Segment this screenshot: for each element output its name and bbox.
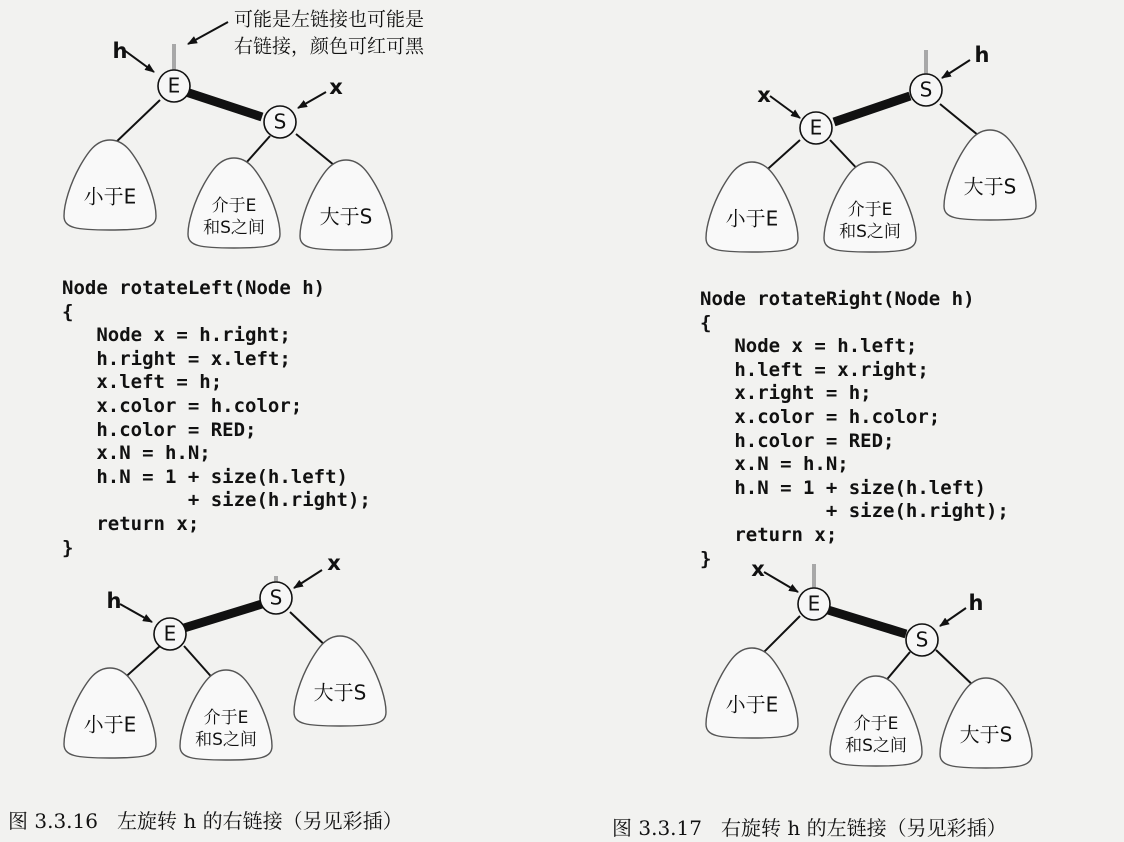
rotate-left-before-tree: [64, 9, 425, 251]
rotate-right-before-tree: [706, 43, 1036, 252]
caption-figure-3-3-17: 图 3.3.17 右旋转 h 的左链接（另见彩插）: [612, 816, 1007, 840]
pointer-h-label: h: [106, 589, 122, 613]
link-E-less: [112, 100, 160, 146]
rotate-right-after-tree: [706, 557, 1032, 768]
pointer-x-label: x: [329, 75, 343, 99]
pointer-h-arrow: [124, 50, 154, 72]
pointer-h-label: h: [974, 43, 990, 67]
pointer-x-label: x: [327, 551, 341, 575]
red-link-E-S: [828, 610, 906, 634]
subtree-less-E-label: 小于E: [725, 692, 779, 717]
note-line1: 可能是左链接也可能是: [234, 8, 425, 31]
subtree-between-label-line2: 和S之间: [839, 222, 901, 242]
rotate-right-code: Node rotateRight(Node h) { Node x = h.left; h.left = x.right; x.right = h; x.color = h.color; h.color = RED; x.N = h.N; h.N = 1 + size(h.left) + size(h.right); return x; }: [700, 288, 1009, 570]
node-S-label: S: [273, 109, 287, 134]
red-link-S-E: [834, 96, 910, 122]
pointer-h-arrow: [942, 60, 970, 78]
subtree-between-label-line1: 介于E: [203, 708, 249, 728]
pointer-h-label: h: [112, 39, 128, 63]
pointer-h-label: h: [968, 591, 984, 615]
pointer-x-label: x: [751, 557, 765, 581]
subtree-between-label-line1: 介于E: [853, 714, 899, 734]
subtree-greater-S-label: 大于S: [313, 680, 367, 705]
node-E-label: E: [163, 621, 177, 646]
node-E-label: E: [807, 591, 821, 616]
subtree-greater-S-label: 大于S: [959, 722, 1013, 747]
subtree-less-E-label: 小于E: [725, 206, 779, 231]
red-link-S-E: [184, 604, 262, 628]
rotate-left-after-tree: [64, 551, 386, 760]
subtree-greater-S-label: 大于S: [319, 204, 373, 229]
note-arrow: [188, 22, 228, 44]
node-S-label: S: [269, 585, 283, 610]
subtree-less-E-label: 小于E: [83, 184, 137, 209]
subtree-between-label-line2: 和S之间: [195, 730, 257, 750]
node-S-label: S: [919, 77, 933, 102]
node-S-label: S: [915, 627, 929, 652]
pointer-x-arrow: [764, 572, 798, 592]
subtree-between-label-line1: 介于E: [847, 200, 893, 220]
pointer-x-arrow: [770, 96, 800, 118]
subtree-between-label-line1: 介于E: [211, 196, 257, 216]
subtree-greater-S-label: 大于S: [963, 174, 1017, 199]
node-E-label: E: [809, 115, 823, 140]
node-E-label: E: [167, 73, 181, 98]
subtree-between-label-line2: 和S之间: [203, 218, 265, 238]
subtree-between-label-line2: 和S之间: [845, 736, 907, 756]
red-link-E-S: [186, 92, 262, 117]
pointer-h-arrow: [940, 608, 966, 626]
subtree-less-E-label: 小于E: [83, 712, 137, 737]
pointer-x-arrow: [298, 92, 326, 108]
pointer-x-arrow: [294, 570, 322, 588]
note-line2: 右链接，颜色可红可黑: [234, 35, 425, 58]
pointer-h-arrow: [120, 604, 152, 622]
rotate-left-code: Node rotateLeft(Node h) { Node x = h.right; h.right = x.left; x.left = h; x.color = h.color; h.color = RED; x.N = h.N; h.N = 1 + size(h.left) + size(h.right); return x; }: [62, 277, 371, 559]
caption-figure-3-3-16: 图 3.3.16 左旋转 h 的右链接（另见彩插）: [8, 809, 403, 833]
pointer-x-label: x: [757, 83, 771, 107]
